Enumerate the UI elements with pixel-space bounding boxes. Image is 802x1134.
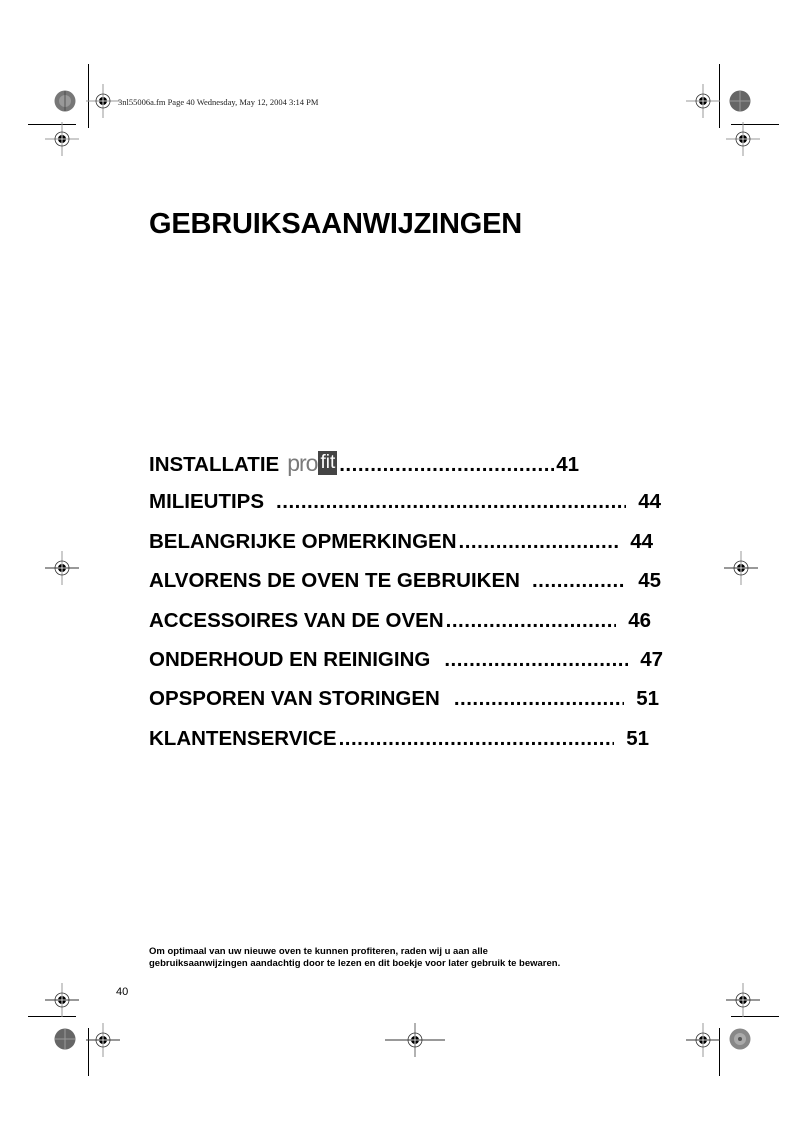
registration-target-icon: [86, 84, 120, 118]
registration-target-icon: [385, 1023, 445, 1057]
registration-target-icon: [686, 84, 720, 118]
toc-leader-dots: [459, 530, 619, 554]
toc-entry-installatie[interactable]: [149, 451, 579, 490]
radial-color-patch-icon: [729, 90, 751, 112]
registration-target-icon: [726, 122, 760, 156]
table-of-contents: [149, 451, 669, 766]
toc-leader-dots: [446, 609, 617, 633]
toc-label: OPSPOREN VAN STORINGEN: [149, 687, 440, 711]
toc-leader-dots: [444, 648, 628, 672]
page-title: GEBRUIKSAANWIJZINGEN: [149, 208, 523, 240]
registration-target-icon: [724, 551, 758, 585]
profit-logo: pro fit: [287, 449, 336, 476]
toc-label: INSTALLATIE: [149, 452, 280, 476]
toc-page-number: 45: [638, 569, 661, 593]
toc-label: ONDERHOUD EN REINIGING: [149, 647, 431, 671]
print-header: 3nl55006a.fm Page 40 Wednesday, May 12, 2004 3:14 PM: [118, 97, 319, 107]
toc-label: ALVORENS DE OVEN TE GEBRUIKEN: [149, 569, 520, 593]
toc-page-number: 47: [640, 647, 663, 671]
radial-color-patch-icon: [729, 1028, 751, 1050]
registration-target-icon: [686, 1023, 720, 1057]
registration-target-icon: [726, 983, 760, 1017]
toc-entry-alvorens-de-oven-te-gebruiken[interactable]: [149, 569, 661, 608]
toc-label: ACCESSOIRES VAN DE OVEN: [149, 608, 444, 632]
toc-page-number: 51: [626, 726, 649, 750]
toc-leader-dots: [454, 687, 624, 711]
toc-entry-klantenservice[interactable]: [149, 727, 649, 766]
radial-color-patch-icon: [54, 1028, 76, 1050]
toc-entry-milieutips[interactable]: [149, 490, 661, 529]
toc-leader-dots: [276, 490, 626, 514]
registration-target-icon: [45, 122, 79, 156]
toc-leader-dots: [532, 569, 626, 593]
toc-label: BELANGRIJKE OPMERKINGEN: [149, 529, 457, 553]
toc-leader-dots: [339, 727, 615, 751]
radial-color-patch-icon: [54, 90, 76, 112]
toc-entry-belangrijke-opmerkingen[interactable]: [149, 530, 653, 569]
page-number: 40: [116, 986, 129, 998]
toc-page-number: 41: [556, 452, 579, 476]
toc-entry-accessoires-van-de-oven[interactable]: [149, 609, 651, 648]
toc-label: KLANTENSERVICE: [149, 726, 337, 750]
registration-target-icon: [86, 1023, 120, 1057]
toc-label: MILIEUTIPS: [149, 490, 265, 514]
footer-note-line: Om optimaal van uw nieuwe oven te kunnen profiteren, raden wij u aan alle: [149, 946, 488, 957]
toc-page-number: 51: [636, 687, 659, 711]
toc-entry-onderhoud-en-reiniging[interactable]: [149, 648, 663, 687]
footer-note: [149, 946, 669, 969]
toc-leader-dots: [339, 453, 554, 477]
toc-page-number: 46: [628, 608, 651, 632]
toc-page-number: 44: [630, 529, 653, 553]
toc-entry-opsporen-van-storingen[interactable]: [149, 687, 659, 726]
registration-target-icon: [45, 551, 79, 585]
toc-page-number: 44: [638, 490, 661, 514]
registration-target-icon: [45, 983, 79, 1017]
footer-note-line: gebruiksaanwijzingen aandachtig door te lezen en dit boekje voor later gebruik te bewaren.: [149, 957, 561, 969]
